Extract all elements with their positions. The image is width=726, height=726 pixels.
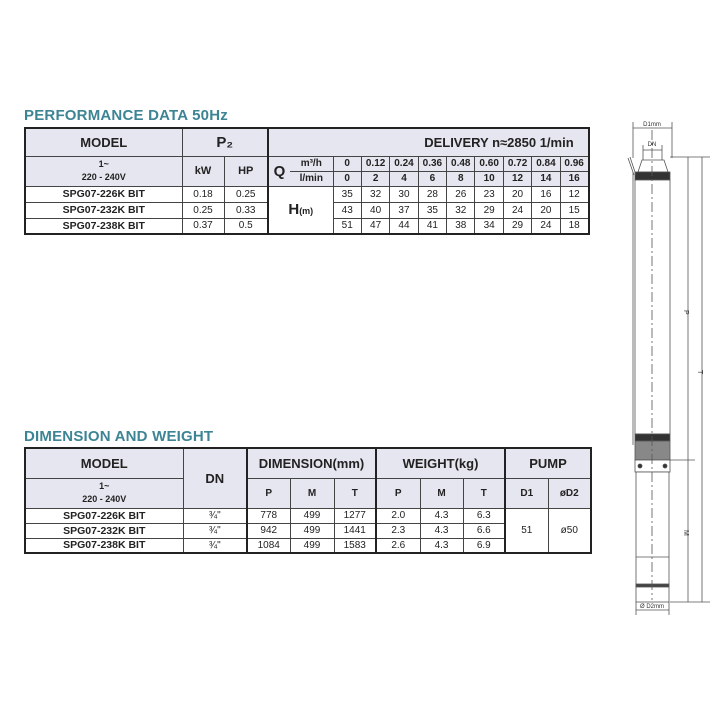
q-m3h: 0.36 bbox=[418, 156, 446, 171]
weight-value: 2.0 bbox=[376, 508, 420, 523]
t-label: T bbox=[696, 370, 703, 375]
q-m3h: 0.12 bbox=[361, 156, 389, 171]
dimension-value: 1441 bbox=[334, 523, 376, 538]
head-value: 20 bbox=[532, 202, 560, 218]
q-m3h: 0.72 bbox=[503, 156, 531, 171]
q-m3h: 0 bbox=[333, 156, 361, 171]
pump-drawing bbox=[600, 100, 726, 620]
q-m3h: 0.24 bbox=[390, 156, 418, 171]
q-lmin: 8 bbox=[447, 171, 475, 186]
head-value: 44 bbox=[390, 218, 418, 234]
voltage-cell bbox=[25, 478, 183, 508]
kw-value: 0.37 bbox=[182, 218, 224, 234]
sub-header: M bbox=[420, 478, 463, 508]
q-unit-lmin: l/min bbox=[290, 171, 333, 186]
sub-header: P bbox=[376, 478, 420, 508]
dn-value: ¾" bbox=[183, 538, 247, 553]
dimension-value: 1277 bbox=[334, 508, 376, 523]
q-lmin: 12 bbox=[503, 171, 531, 186]
sub-header: T bbox=[334, 478, 376, 508]
voltage: 220 - 240V bbox=[82, 494, 127, 504]
hp-value: 0.25 bbox=[224, 186, 268, 202]
hp-value: 0.5 bbox=[224, 218, 268, 234]
head-value: 43 bbox=[333, 202, 361, 218]
weight-value: 6.9 bbox=[463, 538, 505, 553]
dimension-title: DIMENSION AND WEIGHT bbox=[24, 428, 214, 445]
head-value: 40 bbox=[361, 202, 389, 218]
dimension-value: 499 bbox=[290, 508, 334, 523]
d2-label: Ø D2mm bbox=[640, 604, 664, 610]
model-name: SPG07-226K BIT bbox=[25, 186, 182, 202]
head-value: 23 bbox=[475, 186, 503, 202]
q-label: Q bbox=[268, 156, 290, 186]
performance-title: PERFORMANCE DATA 50Hz bbox=[24, 107, 228, 124]
model-name: SPG07-226K BIT bbox=[25, 508, 183, 523]
head-value: 37 bbox=[390, 202, 418, 218]
model-name: SPG07-238K BIT bbox=[25, 218, 182, 234]
weight-value: 6.3 bbox=[463, 508, 505, 523]
model-name: SPG07-232K BIT bbox=[25, 523, 183, 538]
phase: 1~ bbox=[98, 159, 109, 169]
head-label bbox=[268, 186, 333, 234]
q-lmin: 0 bbox=[333, 171, 361, 186]
head-value: 12 bbox=[560, 186, 589, 202]
voltage: 220 - 240V bbox=[81, 172, 126, 182]
dn-value: ¾" bbox=[183, 523, 247, 538]
delivery-header: DELIVERY n≈2850 1/min bbox=[268, 128, 589, 156]
dn-header: DN bbox=[183, 448, 247, 508]
q-lmin: 6 bbox=[418, 171, 446, 186]
weight-value: 4.3 bbox=[420, 523, 463, 538]
q-m3h: 0.96 bbox=[560, 156, 589, 171]
dn-label: DN bbox=[647, 142, 657, 148]
q-lmin: 4 bbox=[390, 171, 418, 186]
dimension-table bbox=[24, 447, 592, 554]
kw-value: 0.18 bbox=[182, 186, 224, 202]
dimension-value: 778 bbox=[247, 508, 290, 523]
head-value: 26 bbox=[447, 186, 475, 202]
weight-value: 6.6 bbox=[463, 523, 505, 538]
head-value: 30 bbox=[390, 186, 418, 202]
model-name: SPG07-238K BIT bbox=[25, 538, 183, 553]
m-label: M bbox=[682, 530, 689, 536]
dimension-header: DIMENSION(mm) bbox=[247, 448, 376, 478]
h-symbol: H bbox=[288, 201, 300, 219]
model-name: SPG07-232K BIT bbox=[25, 202, 182, 218]
d2-value: ø50 bbox=[548, 508, 591, 553]
phase: 1~ bbox=[99, 481, 110, 491]
dimension-value: 499 bbox=[290, 523, 334, 538]
d1-label: D1mm bbox=[643, 122, 661, 128]
kw-value: 0.25 bbox=[182, 202, 224, 218]
voltage-cell bbox=[25, 156, 182, 186]
sub-header: T bbox=[463, 478, 505, 508]
weight-value: 2.6 bbox=[376, 538, 420, 553]
sub-header: M bbox=[290, 478, 334, 508]
p-label: P bbox=[682, 310, 689, 315]
dn-value: ¾" bbox=[183, 508, 247, 523]
dimension-value: 942 bbox=[247, 523, 290, 538]
model-header: MODEL bbox=[25, 448, 183, 478]
sub-header: D1 bbox=[505, 478, 548, 508]
hp-value: 0.33 bbox=[224, 202, 268, 218]
q-lmin: 14 bbox=[532, 171, 560, 186]
q-lmin: 10 bbox=[475, 171, 503, 186]
q-m3h: 0.84 bbox=[532, 156, 560, 171]
head-value: 34 bbox=[475, 218, 503, 234]
head-value: 24 bbox=[503, 202, 531, 218]
weight-value: 4.3 bbox=[420, 508, 463, 523]
head-value: 35 bbox=[333, 186, 361, 202]
head-value: 32 bbox=[361, 186, 389, 202]
d1-value: 51 bbox=[505, 508, 548, 553]
weight-header: WEIGHT(kg) bbox=[376, 448, 505, 478]
model-header: MODEL bbox=[25, 128, 182, 156]
q-lmin: 16 bbox=[560, 171, 589, 186]
head-value: 28 bbox=[418, 186, 446, 202]
head-value: 51 bbox=[333, 218, 361, 234]
head-value: 24 bbox=[532, 218, 560, 234]
head-value: 38 bbox=[447, 218, 475, 234]
head-value: 35 bbox=[418, 202, 446, 218]
head-value: 29 bbox=[503, 218, 531, 234]
sub-header: P bbox=[247, 478, 290, 508]
dimension-value: 1583 bbox=[334, 538, 376, 553]
head-value: 47 bbox=[361, 218, 389, 234]
head-value: 29 bbox=[475, 202, 503, 218]
head-value: 16 bbox=[532, 186, 560, 202]
q-unit-m3h: m³/h bbox=[290, 156, 333, 171]
weight-value: 2.3 bbox=[376, 523, 420, 538]
head-value: 32 bbox=[447, 202, 475, 218]
performance-table bbox=[24, 127, 590, 235]
dimension-value: 499 bbox=[290, 538, 334, 553]
p2-header: P₂ bbox=[182, 128, 268, 156]
pump-header: PUMP bbox=[505, 448, 591, 478]
dimension-value: 1084 bbox=[247, 538, 290, 553]
kw-header: kW bbox=[182, 156, 224, 186]
head-value: 18 bbox=[560, 218, 589, 234]
head-value: 15 bbox=[560, 202, 589, 218]
weight-value: 4.3 bbox=[420, 538, 463, 553]
head-value: 41 bbox=[418, 218, 446, 234]
q-m3h: 0.60 bbox=[475, 156, 503, 171]
h-unit: (m) bbox=[299, 206, 314, 217]
hp-header: HP bbox=[224, 156, 268, 186]
q-lmin: 2 bbox=[361, 171, 389, 186]
head-value: 20 bbox=[503, 186, 531, 202]
q-m3h: 0.48 bbox=[447, 156, 475, 171]
sub-header: øD2 bbox=[548, 478, 591, 508]
